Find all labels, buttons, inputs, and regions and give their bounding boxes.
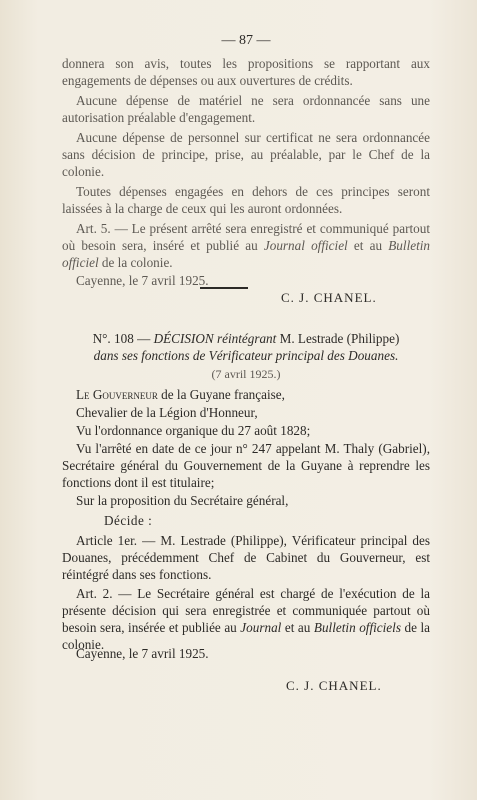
article-5-lead: Art. 5. — Le présent arrêté sera enregistré et communiqué partout où besoin sera, inséré et publié au — [62, 221, 430, 253]
decision-title-tail: dans ses fonctions de Vérificateur principal des Douanes. — [93, 348, 399, 363]
governor-title: Le Gouverneur — [76, 387, 158, 402]
article-2-bulletin: Bulletin officiels — [313, 620, 401, 635]
vu-arrete: Vu l'arrêté en date de ce jour n° 247 appelant M. Thaly (Gabriel), Secrétaire général du Gouvernement de la Guyane à reprendre les fonctions dont il est titulaire; — [62, 441, 430, 490]
governor-line — [76, 386, 444, 403]
decision-dash: — — [133, 331, 154, 346]
paragraph-materiel: Aucune dépense de matériel ne sera ordonnancée sans une autorisation préalable d'engagement. — [62, 93, 430, 125]
article-2-lead: Art. 2. — Le Secrétaire général est chargé de l'exécution de la présente décision qui sera enregistrée et communiquée partout où besoin sera, insérée et publiée au — [62, 586, 430, 635]
decision-name: M. Lestrade (Philippe) — [276, 331, 400, 346]
paragraph-depenses: Toutes dépenses engagées en dehors de ces principes seront laissées à la charge de ceux qui les auront ordonnées. — [62, 184, 430, 216]
article-5-bulletin: Bulletin officiel — [62, 238, 431, 270]
paragraph-personnel: Aucune dépense de personnel sur certificat ne sera ordonnancée sans décision de principe, prise, au préalable, par le Chef de la colonie. — [62, 130, 430, 179]
article-5-mid: et au — [347, 238, 389, 253]
separator-rule — [200, 287, 248, 289]
decision-number: N°. 108 — [92, 331, 134, 346]
chevalier-line: Chevalier de la Légion d'Honneur, — [76, 405, 258, 420]
article-5-journal: Journal officiel — [263, 238, 348, 253]
decision-heading — [54, 330, 438, 364]
proposition-line: Sur la proposition du Secrétaire général, — [76, 493, 289, 508]
article-5 — [62, 220, 430, 271]
article-2 — [62, 585, 430, 653]
governor-rest: de la Guyane française, — [157, 387, 285, 402]
date-line-1: Cayenne, le 7 avril 1925. — [76, 273, 209, 288]
article-2-mid: et au — [281, 620, 314, 635]
paragraph-engagements: donnera son avis, toutes les propositions se rapportant aux engagements de dépenses ou aux ouvertures de crédits. — [62, 56, 430, 88]
decision-date: (7 avril 1925.) — [211, 367, 281, 381]
article-2-journal: Journal — [240, 620, 282, 635]
signature-2: C. J. CHANEL. — [286, 678, 382, 693]
article-1: Article 1er. — M. Lestrade (Philippe), Vérificateur principal des Douanes, précédemment Chef de Cabinet du Gouverneur, est réintégré dans ses fonctions. — [62, 533, 430, 582]
decision-title-lead: DÉCISION réintégrant — [153, 331, 277, 346]
signature-1: C. J. CHANEL. — [281, 290, 377, 305]
date-line-2: Cayenne, le 7 avril 1925. — [76, 646, 209, 661]
page-number: — 87 — — [221, 33, 271, 48]
vu-ordonnance: Vu l'ordonnance organique du 27 août 1828; — [76, 423, 311, 438]
article-2-tail: de la colonie. — [62, 620, 430, 652]
article-5-tail: de la colonie. — [98, 255, 173, 270]
decide-heading: Décide : — [104, 513, 153, 528]
